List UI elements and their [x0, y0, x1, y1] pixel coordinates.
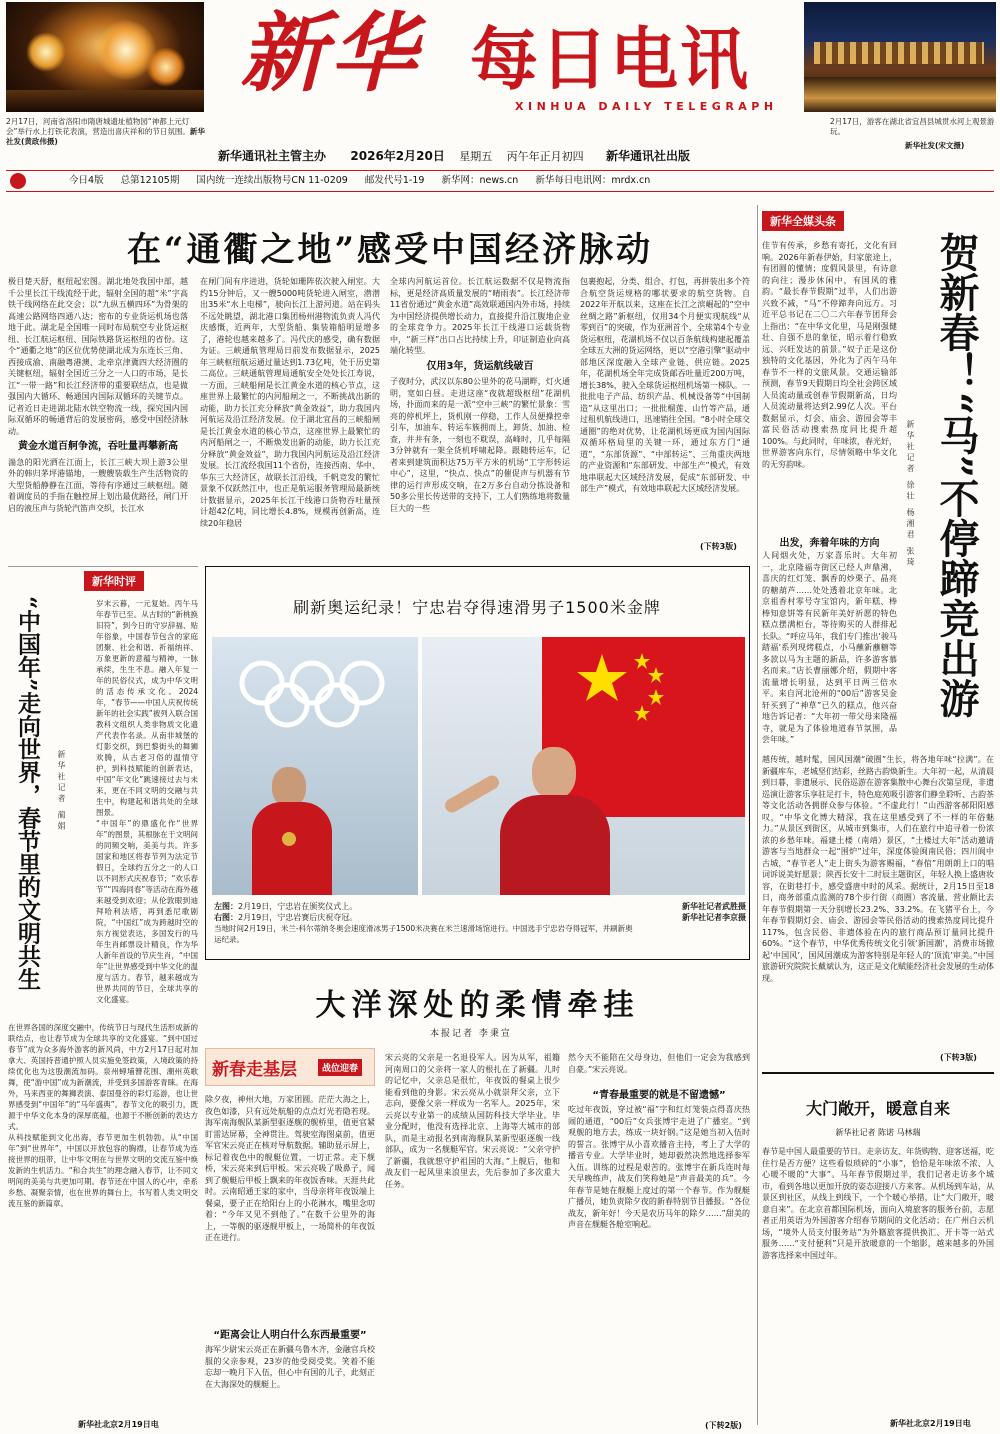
- lead-subhead-2: 仅用3年，货运航线破百: [426, 360, 534, 372]
- masthead-title-left: 新华: [240, 3, 420, 104]
- commentary-dateline: 新华社北京2月19日电: [78, 1420, 159, 1429]
- sidebar-divider: [757, 205, 758, 1425]
- feature-caption: 左图：2月19日，宁忠岩在颁奖仪式上。 右图：2月19日，宁忠岩赛后庆祝夺冠。 当地时间2月19日，米兰-科尔蒂纳冬奥会速度滑冰男子1500米决赛在米兰速滑场馆进行。中国选手宁忠岩夺得冠军，并刷新奥运纪录。: [214, 902, 633, 944]
- box-headline: 大门敞开，暖意自来: [805, 1099, 950, 1118]
- lunar-date: 丙午年正月初四: [506, 150, 584, 163]
- masthead-left-photo: [6, 2, 204, 112]
- masthead-right-credit: 新华社发(宋文摄): [905, 141, 965, 150]
- sidebar-continued: (下转3版): [940, 1053, 977, 1062]
- lead-continued: (下转3版): [700, 542, 737, 551]
- xinhua-net-link[interactable]: 新华网：news.cn: [441, 175, 519, 186]
- info-bar: [6, 170, 994, 192]
- mrdx-link[interactable]: 新华每日电讯网：mrdx.cn: [535, 175, 651, 186]
- commentary-byline: 新华社记者 蔺娟: [57, 750, 66, 833]
- masthead-right-caption: 2月17日，游客在湖北省宜昌县城贯水河上观景游玩。: [830, 117, 995, 136]
- sponsor: 新华通讯社主管主办: [218, 149, 327, 163]
- commentary-badge: 新华时评: [84, 570, 144, 591]
- olympic-rings-icon: [212, 653, 418, 743]
- sidebar-body-1: 佳节有传承，乡愁有寄托，文化有回响。2026年新春伊始，归家旅途上，有团圆的懂情；度假风景里，有诗意的向往；漫步休闲中，有国风的雅韵。“最长春节假期”过半，人们出游兴致不减，“马”不停蹄奔向远方。习近平总书记在二〇二六年春节团拜会上指出：“在中华文化里，马是刚强健壮、自强不息的象征，昭示着行稳致远、兴旺发达的前景。”奴子正是这份独特的文化基因，外化为了丙午马年春节不一样的文旅风景。交通运输部预测，春节9天假期日均全社会跨区域人员流动量或创春节假期新高，日均人员流动量将达到2.99亿人次。平台数据显示，灯会、庙会、游园会等丰富民俗活动搜索热度同比提升超100%。与此同时，年味浓，春光好，世界游客向东行，尽情领略中华文化的无穷韵味。: [762, 241, 897, 469]
- story2-col-3: 然今天不能陪在父母身边，但他们一定会为我感到自豪。”宋云亮说。: [568, 1053, 750, 1074]
- feature-credits: 新华社记者武胜摄 新华社记者李京摄: [682, 902, 746, 922]
- photo-right-celebration: [422, 637, 745, 895]
- masthead-right-photo: [804, 2, 996, 112]
- commentary-vertical-title: “中国年”走向世界，春节里的文明共生: [14, 596, 41, 991]
- story2-headline: 大洋深处的柔情牵挂: [315, 988, 640, 1023]
- sidebar-body-2: 人间烟火处，万家喜乐时。大年初一，北京隆福寺街区已经人声鼎沸，喜庆的红灯笼、飘香的炒栗子、晶亮的糖葫芦……处处透着北京年味。北京祖香村零号寺宝馆内，新年糕、棒棒知意饼等有民新年美好祈愿的特色糕点摆满柜台，等待购买的人群排起长队。“呼应马年，我们专门推出‘骏马踏福’系列现烤糕点，小马蘸新蘸糖等多款以马为主题的新品，许多游客慕名而来。”店长曹丽娜介绍，假期中客流量增长明显，达到平日两三倍水平。来自河北沧州的“00后”游客吴金轩买到了“神草”已久的糕点，他兴奋地告诉记者：“大年初一带父母来隆福寺，就是为了体验地道春节氛围，品尝年味。”: [762, 551, 897, 744]
- commentary-body-2: 在世界各国的深度交融中，传统节日与现代生活形成新的联结点，也让春节成为全球共享的文化盛宴。“到中国过春节”成为众多海外游客的新风尚，中方2月17日起对加拿大、英国持普通护照人员实施免签政策，入境政策的持续优化也为这股潮流加码。泉州蟳埔簪花围、潮州英歌舞，使“游中国”成为新潮流，并受到多国游客青睐。在海外，马来西亚的舞狮表演、泰国曼谷的彩灯巡游，也让世界感受到“中国年”的“马年盛典”。春节文化的吸引力，既源于中华文化本身的深厚底蕴，也源于不断创新的表达方式。 从科技赋能到文化出海，春节更加生机勃勃。从“中国年”到“世界年”，中国以开放包容的胸襟，让春节成为连接世界的纽带，让中华文明在与世界文明的交流互鉴中焕发新的生机活力。“和合共生”的理念融入春节，让不同文明间的美美与共更加可期。春节还在中国人的心中，牵系乡愁、凝聚亲情，也在世界的舞台上，书写着人类文明交流互鉴的新篇章。: [8, 1023, 198, 1208]
- story2-continued: (下转2版): [705, 1421, 742, 1430]
- lead-subhead-1: 黄金水道百舸争流，吞吐量再攀新高: [18, 441, 178, 452]
- box-top-rule: [762, 1072, 994, 1074]
- story2-byline: 本报记者 李秉宣: [430, 1029, 512, 1039]
- lead-col-4: 包裹抱起，分类、组合、打包，再拼装出多个符合航空货运规格的哪状要求的航空货物。自2022年开航以来，这座在长江之滨崛起的“空中丝绸之路”新枢纽，仅用34个月便实现航线“从零到百”的突破，作为亚洲首个、全球第4个专业货运枢纽，花湖机场不仅以百条航线构建起覆盖全球五大洲的货运网络，更以“空港引擎”驱动中部地区深度融入全球产业链、供应链。2025年，花湖机场全年完成货邮吞吐量近200万吨，增长38%，驶入全球货运枢纽机场第一梯队。一批批电子产品、纺织产品、机械设备等“中国制造”从这里出口；一批批榴莲、山竹等产品，通过租机航线进口，迅速销往全国。“8小时全球交通圈”的绝对优势，让花湖机场更成为国内国际双循环格局里的关键一环，通过东方门“通道”，“东部货源”、“中部转运”、三角重庆两地的产业资源和“东部研发、中部生产”模式，有效地串联起大区域经济发展，促成“东部研发、中部生产”模式，有效地串联起大区域经济发展。: [580, 277, 750, 493]
- lead-headline: 在“通衢之地”感受中国经济脉动: [126, 230, 654, 270]
- masthead-pinyin: XINHUA DAILY TELEGRAPH: [515, 100, 778, 113]
- masthead-dateline: [218, 147, 778, 164]
- feature-photo-frame: [205, 566, 750, 960]
- masthead: [0, 0, 1000, 168]
- feature-photo-title: 刷新奥运纪录！宁忠岩夺得速滑男子1500米金牌: [293, 598, 661, 617]
- publisher: 新华通讯社出版: [605, 149, 690, 163]
- sidebar-vertical-title: 贺新春！“马”不停蹄竞出游: [933, 232, 980, 719]
- sidebar-subhead: 出发，奔着年味的方向: [779, 538, 880, 549]
- flag-stars-icon: [572, 649, 692, 729]
- lead-col-3: 全球内河航运首位。长江航运数据不仅是物流指标，更是经济高质量发展的“晴雨表”。长江经济带11省份通过“黄金水道”高效联通国内外市场，持续为中国经济提供增长动力，直接提升沿江腹地企业的全球竞争力。2025年长江干线港口运载货物中，“新三样”出口占比持续上升，印证制造业向高端化转型。 仅用3年，货运航线破百 子夜时分，武汉以东80公里外的花马湖畔，灯火通明，宽如白昼。走进这座“夜就超级枢纽”花湖机场，扑面而来的是一派“空中三峡”的繁忙景象：雪亮的停机坪上，货机刚一停稳，工作人员便操控牵引车，加油车、转运车簇拥而上，卸货、加油、检查，井井有条，一刻也不耽误，高峰时，几乎每隔3分钟就有一架全货机呼啸起降。跟随转运车，记者来到建筑面积达75万平方米的机场“工字形转运中心”，这里，“快点、快点”的催促声与机器有节律的运行声形成交响，在2万多台自动分拣设备和50多公里长传送带的支持下，工人们熟练地将数量巨大的一些: [390, 277, 570, 513]
- box-byline: 新华社记者 陈诺 马林瑞: [835, 1128, 921, 1137]
- story2-col-2: 宋云亮的父亲是一名退役军人。因为从军，祖籍河南周口的父亲将一家人的根扎在了新疆。儿时的记忆中，父亲总是很忙，年夜饭的餐桌上很少能看到他的身影。宋云亮从小就崇拜父亲，立下志向，要像父亲一样成为一名军人。2025年，宋云亮以专业第一的成绩从国防科技大学毕业。毕业分配时，他没有选择北京、上海等大城市的部队，而是主动报名到南海舰队某新型驱逐舰一线部队，成为一名舰艇军官。宋云亮说：“父亲守护了新疆，我就想守护祖国的大海。”上舰后，他和战友们一起风里来浪里去，先后参加了多次重大任务。: [385, 1053, 560, 1189]
- serial-number: 总第12105期: [120, 175, 180, 186]
- story2-col-1: 除夕夜，神州大地，万家团圆。茫茫大海之上，夜色如漆，只有远处航船的点点灯光若隐若现。海军南海舰队某新型驱逐舰的舰桥里，值更官紧盯雷达屏幕，全神贯注。驾驶室海图桌前，值更军官宋云亮正在核对导航数据。辅助显示屏上，标记着夜色中的舰艇位置，一切正常。走下舰桥，宋云亮来到后甲板。宋云亮吸了吸鼻子，闻到了舰艇后甲板上飘来的年夜饭香味。天涯共此时。云南昭通王家的家中，当母亲将年夜饭端上餐桌，要子正在给阳台上的小花淋水，嘴里念叨着：“今年又见不到他了。”在数千公里外的海上，一等舰的驱逐舰甲板上，一场简朴的年夜饭正在进行。: [205, 1095, 375, 1242]
- sidebar-body-3: 越传统，越时髦，国风国潮“破圈”生长，将各地年味“拉满”。在新疆库车，老城坚们结彩，丝路古韵焕新生。大年初一起，从清晨到日暮，非遗展示、民俗巡游在游客集散中心舞台次第呈现，非遗巡演让游客乐享驻足打卡，特色庭苑吸引游客们静坐聆听、古韵茶等文化活动各拥群众参与体验。“不虚此行！”山西游客郝阳阳感叹，“中华文化博大精深，我在这里感受到了不一样的年俗魅力。”从景区到街区，从城市到集市，人们在旅行中追寻着一份浓浓的乡愁年味。福建土楼（南靖）景区，“土楼过大年”活动邀请游客与当地群众一起“围炉”过年，深度体验闽南民俗；四川阆中古城，“春节老人”走上街头为游客赐福，“春倌”用朗朗上口的唱词诉说美好愿景；陕西长安十二时辰主题街区，年轻人换上盛唐妆容，在街巷打卡，感受盛唐中时的风采。据统计，2月15日至18日，商务部重点监测的78个步行街（商圈）客流量、营业额比去年春节假期第一天分别增长23.2%、33.2%。在飞猪平台上，今年春节假期灯会、庙会、游园会等民俗活动的搜索热度同比提升117%，包含民俗、非遗体验在内的旅行商品预订量同比提升60%。“这个春节，中华优秀传统文化引领‘新国潮’，消费市场掀起‘中国风’，国风国潮成为游客特别是年轻人的‘顶流’审美。”中国旅游研究院院长戴斌认为，这正是文化赋能经济社会发展的生动体现。: [762, 755, 994, 983]
- story2-col-3b: 吃过年夜饭，穿过被“福”字和红灯笼装点得喜庆热闹的通道，“00后”女兵张博宇走进了广播室。“到观舰的地方去，练成一块好钢。”这是她当初入伍时的誓言。张博宇从小喜欢播音主持，考上了大学的播音专业。大学毕业时，她却毅然决然地选择参军入伍。训练的过程是艰苦的。张博宇在新兵连时每天早晚练声，战友们笑称她是“声音最美的兵”。今年春节是她在舰艇上度过的第一个春节。作为舰艇广播员，她负责除夕夜的新春特别节目播报。“各位战友，新年好！今天是农历马年的除夕……”甜美的声音在舰艇各舱室响起。: [568, 1105, 750, 1229]
- masthead-title-right: 每日电讯: [470, 20, 751, 100]
- page-count: 今日4版: [69, 175, 104, 186]
- box-dateline: 新华社北京2月19日电: [890, 1419, 971, 1428]
- commentary-top-rule: [8, 566, 198, 567]
- sidebar-byline: 新华社记者 徐壮 杨湘君 张琦: [906, 420, 915, 569]
- box-body: 春节是中国人最重要的节日。走亲访友、年货购物、迎客送福，吃住行是否方便？这些看似琐碎的“小事”，恰恰是年味浓不浓、人心暖不暖的“大事”。马年春节假期过半，我们记者走访多个城市，看到各地以更加开放的姿态迎接八方来客。从机场到车站，从景区到社区，从线上到线下，一个个暖心举措，让“大门敞开，暖意自来”。在北京首都国际机场，面向入境旅客的服务台前，志愿者正用英语为外国游客介绍春节期间的文化活动；在广州白云机场，“境外人员支付服务站”为外籍旅客提供换汇、开卡等一站式服务……“支付便利”只是开放暖意的一个缩影，越来越多的外国游客选择来中国过年。: [762, 1147, 994, 1260]
- cn-number: 国内统一连续出版物号CN 11-0209: [196, 175, 348, 186]
- photo-left-podium: [212, 637, 418, 895]
- story2-subhead-2: “青春最重要的就是不留遗憾”: [592, 1090, 726, 1101]
- story2-col-1b: 海军少尉宋云亮正在新疆乌鲁木齐，金融官兵校服的父亲参观，23岁的他受阅受奖。笑着不能忘却一晚月下入伍，但心中有国的儿子，此刻正在大海深处的舰艇上。: [205, 1345, 375, 1389]
- postal-code: 邮发代号1-19: [364, 175, 425, 186]
- issue-date: 2026年2月20日: [350, 149, 445, 163]
- story2-badge: 新春走基层 战位迎春: [205, 1048, 375, 1086]
- lead-col-2: 在闸门间有序进进，货轮如珊阵依次驶入闸室。大约15分钟后，又一艘5000吨货轮进入闸室，潜潜出35米“水上电梯”，驶向长江上游河道。站在码头不远处眺望，湖北港口集团杨州港物流负责人冯代庆感慨，近两年，大型货船、集装箱船明显增多了，港轮也越来越多了。冯代庆的感受，确有数据为证。三峡通航管理局日前发布数据显示，2025年三峡枢纽航运通过量达到1.73亿吨，处于历史第二高位。三峡通航管理局通航安全处处长江寿说，一方面，三峡船闸是长江黄金水道的核心节点，这座世界上最繁忙的内河船闸之一，不断挑战出新的动能，助力长江充分释放“黄金效益”，助力我国内河航运及沿江经济发展。位于湖北宜昌的三峡船闸是长江黄金水道的核心节点，这座世界上最繁忙的内河船闸之一，不断焕发出新的动能，助力长江充分释放“黄金效益”，助力我国内河航运及沿江经济发展。长江流经我国11个省份，连接西南、华中、华东三大经济区，故联长江沿线，千帆竞发的繁忙景象不仅跃然江中，也正是航运服务管理局最新统计数据显示，2025年长江干线港口货物吞吐量预计超42亿吨，同比增长4.8%，规模再创新高，连续20年稳居: [200, 277, 380, 528]
- weekday: 星期五: [459, 150, 493, 163]
- masthead-left-caption: 2月17日，河南省洛阳市隋唐城遗址植物园“神都上元灯会”举行水上打铁花表演，营造出喜庆祥和的节日氛围。新华社发(黄政伟摄): [6, 117, 205, 146]
- story2-subhead-1: “距离会让人明白什么东西最重要”: [213, 1330, 367, 1341]
- lead-col-1: 极目楚天舒，枢纽起宏图。湖北地处我国中部，越千公里长江干线流经于此，辐射全国的超“米”字高铁干线网络在此交会；以“九纵五横四环”为骨架的高速公路网络四通八达；密布的专业货运机场也落地于此。湖北是全国唯一同时布局航空专业货运枢纽、长江航运枢纽、国际铁路货运枢纽的省份。这个“通衢之地”的区位优势使湖北成为东连长三角、西接成渝、南融粤港澳、北牵京津冀四大经济圈的关键枢纽，辐射全国近三分之一人口的市场，是长江“一带一路”和长江经济带的重要联结点，也是做强国内大循环、畅通国内国际双循环的关键节点。记者近日走进湖北陆水铁空物流一线，探究国内国际双循环的畅通背后的发展密码，感受中国经济脉动。 黄金水道百舸争流，吞吐量再攀新高 湍急的阳光洒在江面上，长江三峡大坝上游3公里外的韩归茅坪港锚地，一艘艘装载生产生活物资的大型货船静静在江面，等待有序通过三峡枢纽。随着调度员的手指在触控屏上划出最优路径，闸门开启的液压声与货轮汽笛声交织，长江水: [8, 277, 188, 513]
- xinhua-logo-icon: [10, 173, 26, 189]
- sidebar-badge: 新华全媒头条: [762, 210, 844, 231]
- commentary-body-1: 岁末云暮，一元复始。丙午马年春节已至。从古时的“新桃换旧符”，到今日的守岁辞福、贴年俗象，中国春节包含的家庭团聚、社会和谐、祈福纳祥、万象更新的意蕴与精神，一脉承续，生生不息。融入年复一年的民俗仪式，成为中华文明的活态传承文化。2024年，“春节——中国人庆祝传统新年的社会实践”被列入联合国教科文组织人类非物质文化遗产代表作名录。从南非城堡的灯影交织，到巴黎街头的舞狮欢腾，从古老习俗的温情守护，到科技赋能的创新表达，中国“年文化”跳速接过去与未来，更在不同文明的交融与共生中，构建起和谐共处的全球图景。 “中国年”的鼎盛化作“世界年”的图景，其根脉在于文明间的同频交响，美美与共。许多国家和地区将春节列为法定节假日，全球约五分之一的人口以不同形式庆祝春节；“欢乐春节”“四海同春”等活动在海外越来越受到欢迎；从伦敦眼到迪拜哈利法塔，再到悉尼歌剧院，“中国红”成为跨越时空的东方视觉表达，多国发行的马年生肖邮票设计精良，作为华人新年首设的节庆生肖，“中国年”让世界感受到中华文化的温度与活力。春节，越来越成为世界共同的节日，全球共享的文化盛宴。: [96, 599, 198, 1004]
